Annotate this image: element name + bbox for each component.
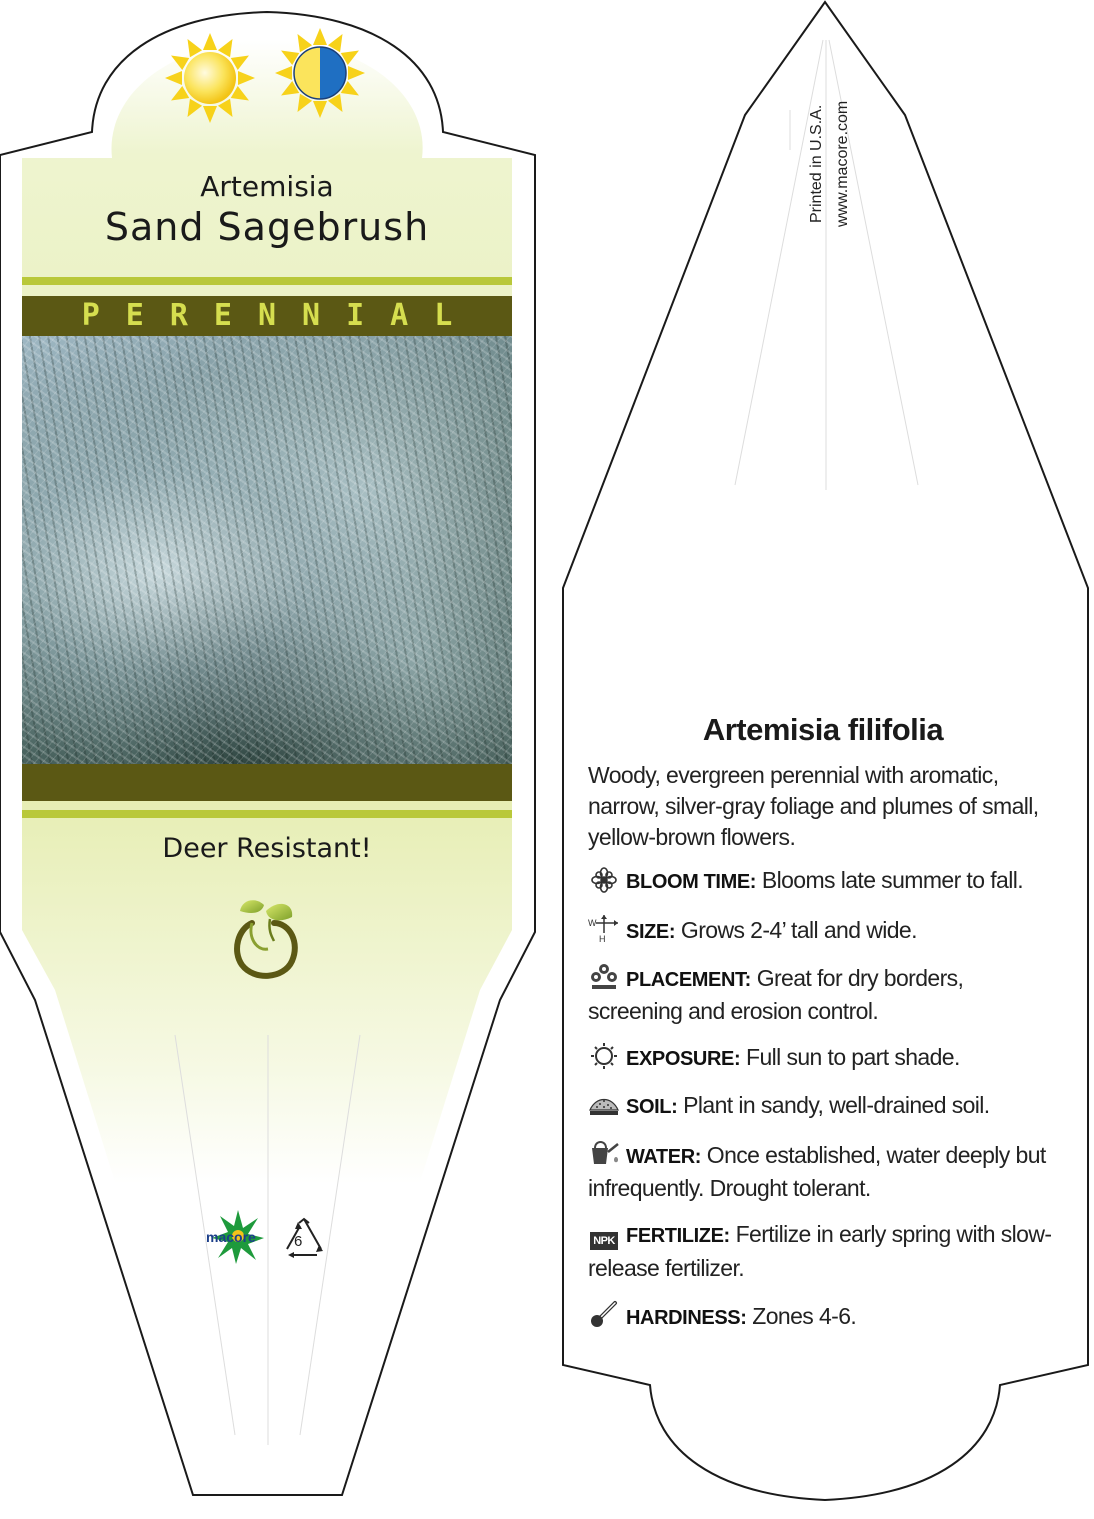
soil-pile-icon [588,1090,620,1116]
svg-text:W: W [588,918,596,928]
water-label: WATER: [626,1146,701,1168]
care-row-exposure [588,1042,1058,1075]
printed-in-label: Printed in U.S.A. [808,104,825,223]
recycle-code: 6 [294,1233,303,1250]
soil-text: Plant in sandy, well-drained soil. [683,1092,990,1118]
full-sun-icon [163,31,257,125]
part-shade-icon [273,26,367,120]
npk-bag-icon: NPK [588,1227,620,1253]
plant-description: Woody, evergreen perennial with aromatic, narrow, silver-gray foliage and plumes of small, yellow-brown flowers. [588,762,1039,850]
flower-icon [588,867,620,893]
size-arrows-icon [588,913,620,943]
thermometer-icon [588,1299,620,1325]
common-name: Sand Sagebrush [104,205,430,249]
website-label: www.macore.com [834,100,851,227]
size-text: Grows 2-4’ tall and wide. [680,917,917,943]
category-label: PERENNIAL [81,298,479,333]
lime-divider-bottom [22,810,512,818]
scientific-name: Artemisia filifolia [702,712,944,747]
sun-outline-icon [588,1042,620,1068]
fertilize-label: FERTILIZE: [626,1225,730,1247]
brand-name: macore [206,1229,256,1245]
recycle-icon [281,1217,327,1259]
exposure-text: Full sun to part shade. [746,1044,960,1070]
lime-divider-top [22,277,512,285]
care-row-bloom [588,865,1058,898]
fertilize-text: Fertilize in early spring with slow-release fertilizer. [588,1221,1052,1281]
exposure-label: EXPOSURE: [626,1048,741,1070]
care-row-size [588,913,1058,948]
plant-photo [22,336,512,764]
svg-text:H: H [599,934,605,943]
care-info [588,712,1058,1349]
care-row-hardiness [588,1299,1058,1334]
bloom-label: BLOOM TIME: [626,871,757,893]
placement-label: PLACEMENT: [626,969,751,991]
photo-footer-band [22,764,512,801]
size-label: SIZE: [626,921,676,943]
watering-can-icon [588,1138,620,1164]
care-row-fertilize [588,1219,1058,1284]
sprout-logo [228,893,306,983]
placement-flowers-icon [588,963,620,989]
care-row-soil [588,1090,1058,1123]
feature-text: Deer Resistant! [162,833,372,864]
care-row-placement [588,963,1058,1027]
hardiness-text: Zones 4-6. [752,1303,857,1329]
care-row-water [588,1138,1058,1204]
placement-text: Great for dry borders, screening and erosion control. [588,965,964,1024]
hardiness-label: HARDINESS: [626,1307,747,1329]
bloom-text: Blooms late summer to fall. [761,867,1023,893]
soil-label: SOIL: [626,1096,678,1118]
genus-name: Artemisia [200,170,334,203]
water-text: Once established, water deeply but infrequently. Drought tolerant. [588,1142,1046,1201]
